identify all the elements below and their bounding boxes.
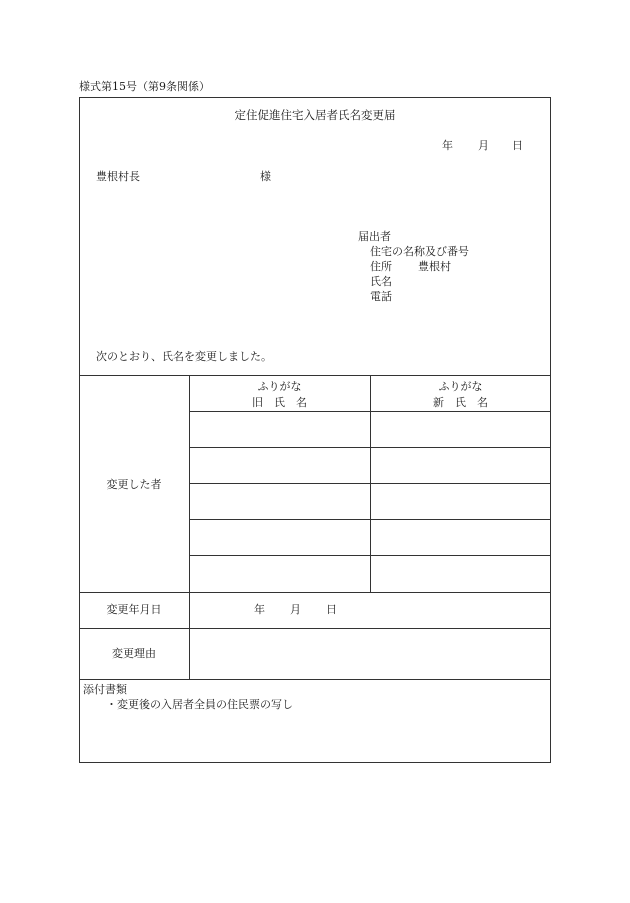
addressee-honorific: 様 <box>260 170 271 183</box>
change-date-top-line <box>79 592 551 593</box>
form-frame <box>79 97 551 763</box>
name-row-line <box>189 483 551 484</box>
housing-name-label: 住宅の名称及び番号 <box>370 245 469 258</box>
address-label: 住所 <box>370 260 392 273</box>
change-date-day: 日 <box>326 603 337 616</box>
applicant-heading: 届出者 <box>358 230 391 243</box>
name-label: 氏名 <box>370 275 392 288</box>
name-row-line <box>189 519 551 520</box>
name-row-line <box>189 447 551 448</box>
new-name-header: 新 氏 名 <box>433 396 488 409</box>
name-row-line <box>189 555 551 556</box>
change-date-label: 変更年月日 <box>106 603 162 616</box>
statement-text: 次のとおり、氏名を変更しました。 <box>96 350 272 363</box>
attachments-heading: 添付書類 <box>83 683 127 696</box>
date-day-label: 日 <box>512 139 523 152</box>
addressee-name: 豊根村長 <box>96 170 140 183</box>
change-reason-top-line <box>79 628 551 629</box>
address-value: 豊根村 <box>418 260 451 273</box>
new-name-furigana: ふりがな <box>438 380 483 393</box>
form-number: 様式第15号（第9条関係） <box>79 80 210 93</box>
change-reason-label: 変更理由 <box>112 647 156 660</box>
phone-label: 電話 <box>370 290 392 303</box>
table-top-line <box>79 375 551 376</box>
label-column-divider <box>189 375 190 679</box>
header-row-line <box>189 411 551 412</box>
change-date-year: 年 <box>254 603 265 616</box>
old-name-header: 旧 氏 名 <box>252 396 307 409</box>
form-title: 定住促進住宅入居者氏名変更届 <box>234 108 396 122</box>
date-month-label: 月 <box>478 139 489 152</box>
attachments-top-line <box>79 679 551 680</box>
change-date-month: 月 <box>290 603 301 616</box>
old-name-furigana: ふりがな <box>257 380 302 393</box>
attachment-item: ・変更後の入居者全員の住民票の写し <box>106 698 293 711</box>
changed-person-label: 変更した者 <box>106 478 162 491</box>
date-year-label: 年 <box>442 139 453 152</box>
